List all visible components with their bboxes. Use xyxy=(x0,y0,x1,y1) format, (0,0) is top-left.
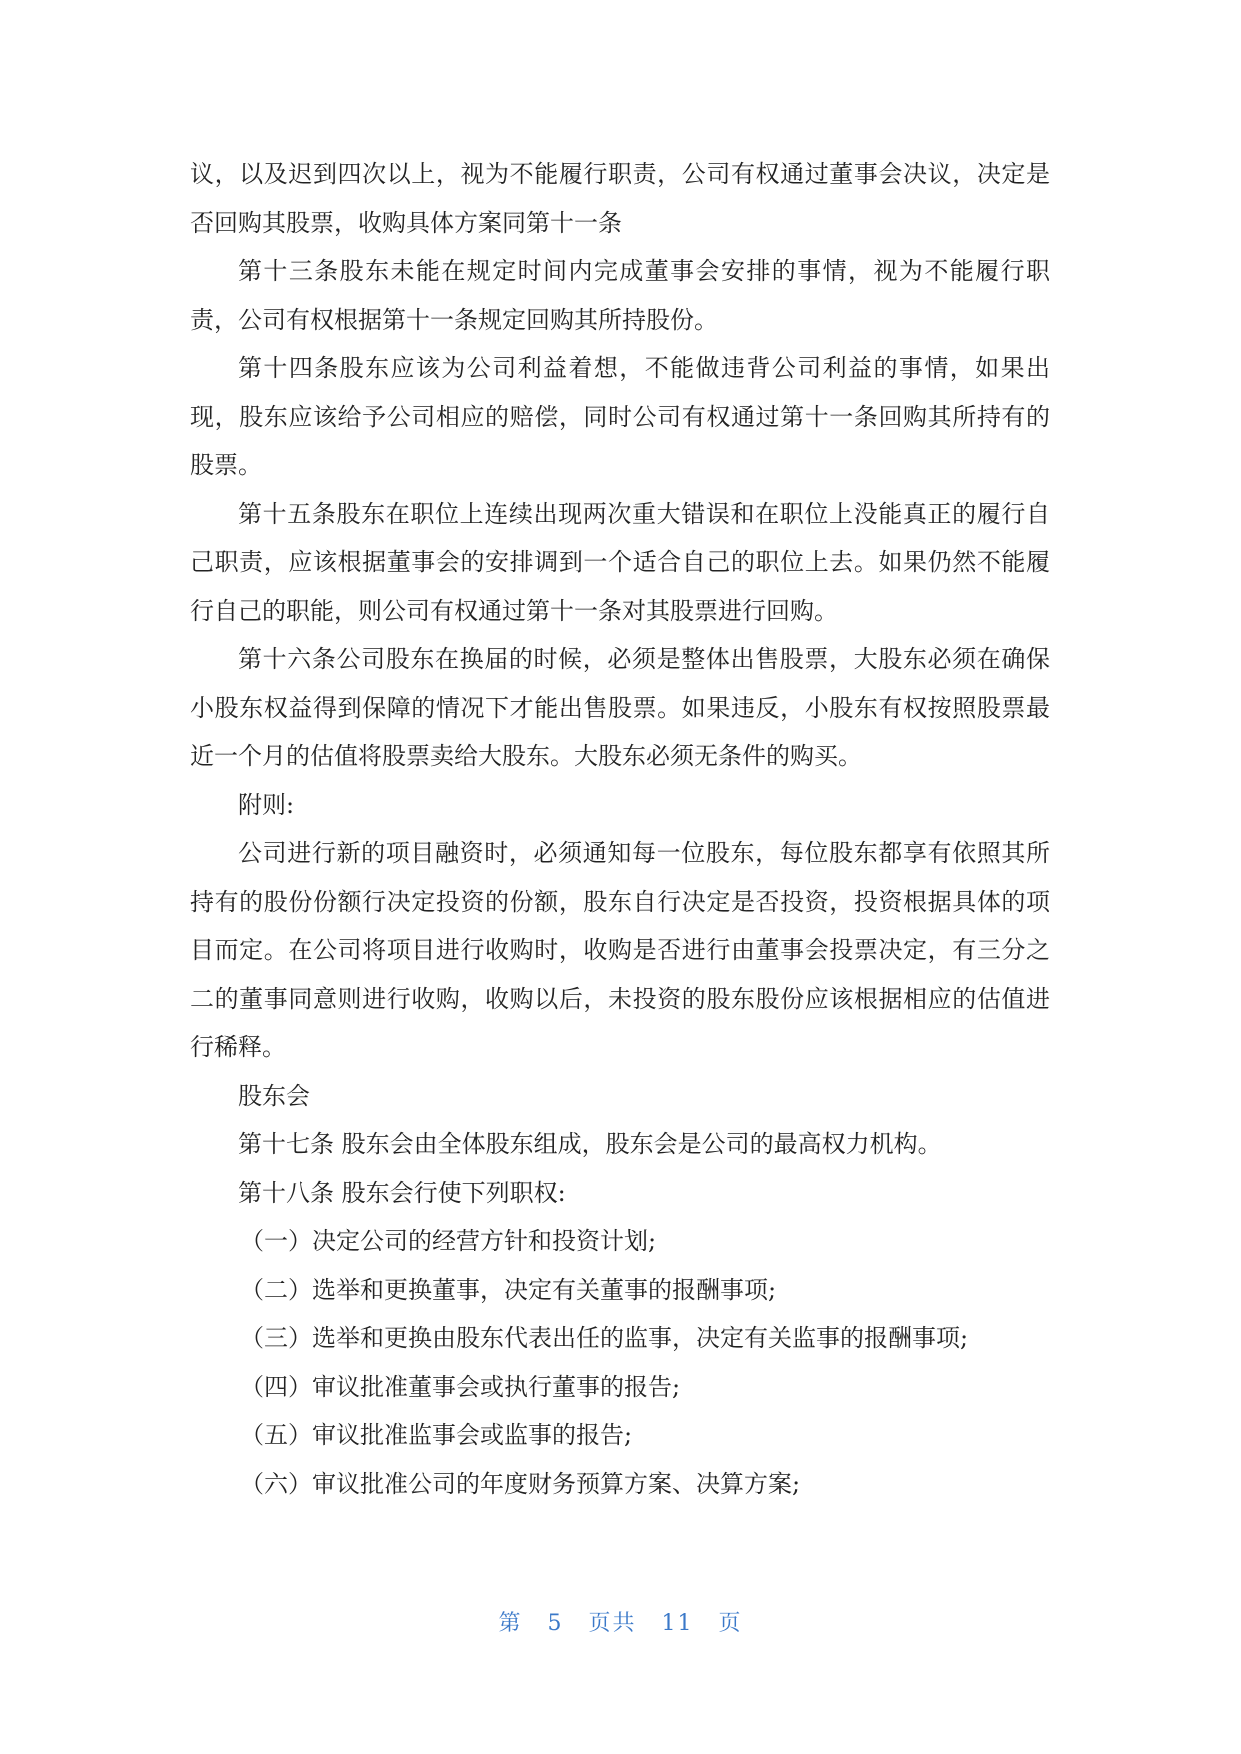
footer-current-page: 5 xyxy=(547,1611,564,1636)
footer-label-page: 第 xyxy=(498,1611,523,1636)
paragraph-article-17: 第十七条 股东会由全体股东组成，股东会是公司的最高权力机构。 xyxy=(238,1130,942,1158)
list-item-5: （五）审议批准监事会或监事的报告; xyxy=(240,1421,633,1449)
section-heading-shareholders-meeting: 股东会 xyxy=(238,1081,310,1110)
paragraph-article-16: 第十六条公司股东在换届的时候，必须是整体出售股票，大股东必须在确保小股东权益得到保障的情况下才能出售股票。如果违反，小股东有权按照股票最近一个月的估值将股票卖给大股东。大股东必须无条件的购买。 xyxy=(190,645,1050,770)
list-item-2: （二）选举和更换董事，决定有关董事的报酬事项; xyxy=(240,1275,777,1304)
paragraph-article-15: 第十五条股东在职位上连续出现两次重大错误和在职位上没能真正的履行自己职责，应该根据董事会的安排调到一个适合自己的职位上去。如果仍然不能履行自己的职能，则公司有权通过第十一条对其股票进行回购。 xyxy=(190,499,1050,625)
paragraph-1: 议，以及迟到四次以上，视为不能履行职责，公司有权通过董事会决议，决定是否回购其股票，收购具体方案同第十一条 xyxy=(190,160,1050,237)
section-heading-appendix: 附则: xyxy=(238,790,295,819)
paragraph-article-18: 第十八条 股东会行使下列职权: xyxy=(238,1178,566,1207)
paragraph-financing: 公司进行新的项目融资时，必须通知每一位股东，每位股东都享有依照其所持有的股份份额行决定投资的份额，股东自行决定是否投资，投资根据具体的项目而定。在公司将项目进行收购时，收购是否进行由董事会投票决定，有三分之二的董事同意则进行收购，收购以后，未投资的股东股份应该根据相应的估值进行稀释。 xyxy=(190,839,1050,1061)
page-footer xyxy=(0,1606,1241,1637)
document-body xyxy=(190,150,1050,1508)
list-item-3: （三）选举和更换由股东代表出任的监事，决定有关监事的报酬事项; xyxy=(240,1324,969,1352)
footer-total-pages: 11 xyxy=(661,1611,694,1636)
footer-label-of: 页共 xyxy=(588,1611,637,1636)
paragraph-article-14: 第十四条股东应该为公司利益着想，不能做违背公司利益的事情，如果出现，股东应该给予公司相应的赔偿，同时公司有权通过第十一条回购其所持有的股票。 xyxy=(190,354,1050,479)
paragraph-article-13: 第十三条股东未能在规定时间内完成董事会安排的事情，视为不能履行职责，公司有权根据第十一条规定回购其所持股份。 xyxy=(190,257,1050,334)
footer-label-end: 页 xyxy=(718,1611,743,1636)
list-item-6: （六）审议批准公司的年度财务预算方案、决算方案; xyxy=(240,1469,801,1498)
list-item-1: （一）决定公司的经营方针和投资计划; xyxy=(240,1227,657,1255)
list-item-4: （四）审议批准董事会或执行董事的报告; xyxy=(240,1372,681,1401)
